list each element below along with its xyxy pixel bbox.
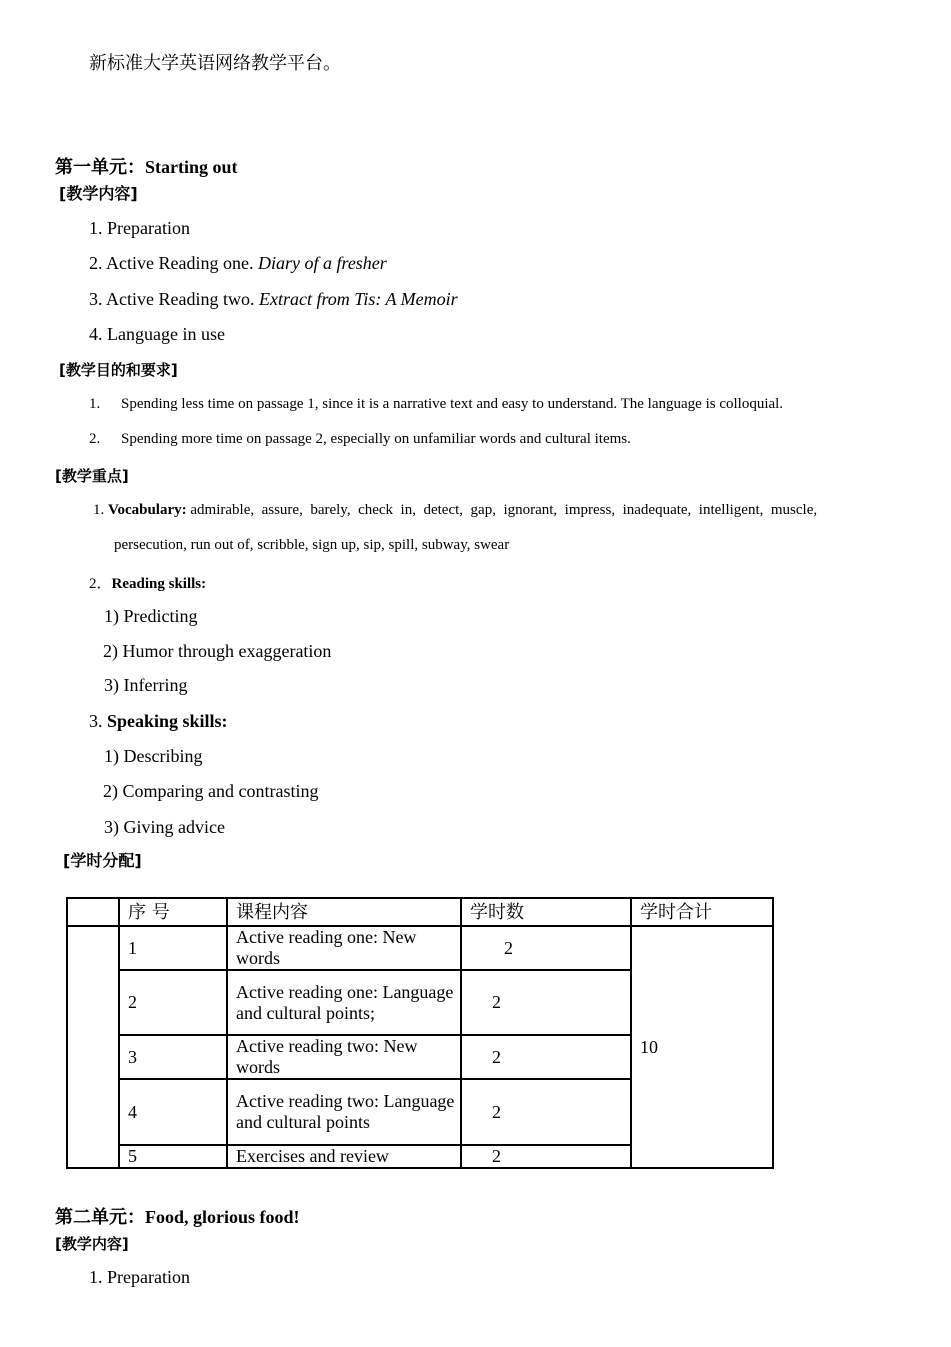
table-cell-no: 4 bbox=[119, 1079, 227, 1145]
reading-skill-item: 3) Inferring bbox=[104, 675, 188, 695]
table-cell-hours: 2 bbox=[461, 926, 631, 970]
content-item: 1. Preparation bbox=[89, 218, 190, 238]
content-item: 2. Active Reading one. Diary of a fresher bbox=[89, 253, 387, 273]
speaking-skills-title: 3. Speaking skills: bbox=[89, 711, 228, 731]
vocab-label: Vocabulary: bbox=[108, 502, 187, 518]
table-header-row bbox=[67, 898, 773, 926]
table-cell-content: Exercises and review bbox=[227, 1145, 461, 1168]
table-cell-total: 10 bbox=[631, 926, 773, 1168]
content-item: 4. Language in use bbox=[89, 324, 225, 344]
unit2-title bbox=[55, 1203, 300, 1229]
table-header-cell: 学时数 bbox=[461, 898, 631, 926]
table-header-cell: 学时合计 bbox=[631, 898, 773, 926]
unit1-title-cn: 第一单元： bbox=[55, 157, 145, 178]
table-cell-no: 2 bbox=[119, 970, 227, 1035]
table-cell-hours: 2 bbox=[461, 970, 631, 1035]
goal-text: Spending more time on passage 2, especially on unfamiliar words and cultural items. bbox=[121, 431, 631, 447]
table-cell-hours: 2 bbox=[461, 1079, 631, 1145]
table-cell-content: Active reading two: Language and cultural points bbox=[227, 1079, 461, 1145]
unit1-hours-heading: [学时分配] bbox=[63, 851, 142, 870]
table-cell-no: 3 bbox=[119, 1035, 227, 1079]
table-cell-no: 1 bbox=[119, 926, 227, 970]
speaking-skill-item: 1) Describing bbox=[104, 746, 203, 766]
hours-table bbox=[66, 897, 774, 1169]
goal-item: 1. bbox=[89, 396, 101, 412]
vocab-line-cont: persecution, run out of, scribble, sign up, sip, spill, subway, swear bbox=[114, 537, 510, 553]
reading-skills-title: 2．Reading skills: bbox=[89, 576, 207, 592]
intro-line: 新标准大学英语网络教学平台。 bbox=[89, 53, 341, 73]
goal-text: Spending less time on passage 1, since it is a narrative text and easy to understand. The language is colloquial. bbox=[121, 396, 784, 412]
unit1-content-heading: [教学内容] bbox=[59, 184, 138, 203]
vocab-line: 1. Vocabulary: admirable, assure, barely, check in, detect, gap, ignorant, impress, inadequate, intelligent, muscle, bbox=[93, 502, 818, 518]
reading-skill-item: 2) Humor through exaggeration bbox=[103, 641, 332, 661]
unit2-title-en: Food, glorious food! bbox=[145, 1207, 300, 1227]
table-cell-hours: 2 bbox=[461, 1145, 631, 1168]
table-cell-hours: 2 bbox=[461, 1035, 631, 1079]
table-row bbox=[67, 926, 773, 970]
unit1-title-en: Starting out bbox=[145, 157, 238, 177]
table-blank-cell bbox=[67, 926, 119, 1168]
table-cell-content: Active reading two: New words bbox=[227, 1035, 461, 1079]
speaking-skill-item: 2) Comparing and contrasting bbox=[103, 781, 319, 801]
table-header-blank bbox=[67, 898, 119, 926]
table-cell-content: Active reading one: New words bbox=[227, 926, 461, 970]
unit1-goals-heading: [教学目的和要求] bbox=[59, 361, 178, 379]
unit1-focus-heading: [教学重点] bbox=[55, 467, 129, 485]
unit2-content-heading: [教学内容] bbox=[55, 1235, 129, 1253]
table-cell-no: 5 bbox=[119, 1145, 227, 1168]
table-header-cell: 课程内容 bbox=[227, 898, 461, 926]
reading-skill-item: 1) Predicting bbox=[104, 606, 198, 626]
unit1-title bbox=[55, 153, 238, 179]
unit2-title-cn: 第二单元： bbox=[55, 1207, 145, 1228]
content-item: 1. Preparation bbox=[89, 1267, 190, 1287]
goal-item: 2. bbox=[89, 431, 101, 447]
table-header-cell: 序 号 bbox=[119, 898, 227, 926]
table-cell-content: Active reading one: Language and cultural points; bbox=[227, 970, 461, 1035]
content-item: 3. Active Reading two. Extract from Tis: A Memoir bbox=[89, 289, 458, 309]
speaking-skill-item: 3) Giving advice bbox=[104, 817, 225, 837]
